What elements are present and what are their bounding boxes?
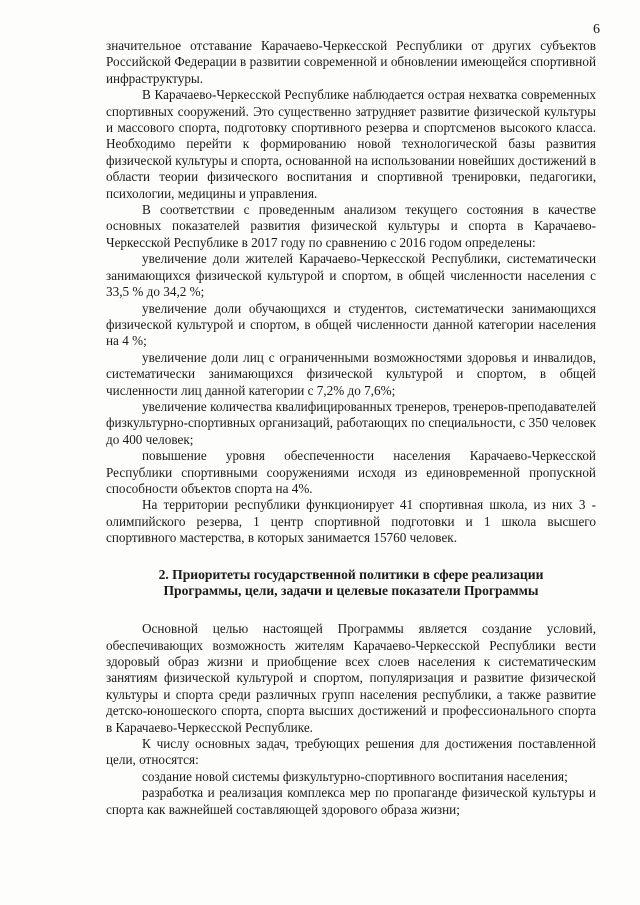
indicator-trainers-count: увеличение количества квалифицированных тренеров, тренеров-преподавателей физкультурно-спортивных организаций, работающих по специальности, с 350 человек до 400 человек; bbox=[106, 398, 596, 447]
document-body bbox=[106, 38, 596, 818]
paragraph-facilities-shortage: В Карачаево-Черкесской Республике наблюдается острая нехватка современных спортивных сооружений. Это существенно затрудняет развитие физической культуры и массового спорта, подготовку спортивного резерва и спортсменов высокого класса. Необходимо перейти к формированию новой технологической базы развития физической культуры и спорта, основанной на использовании новейших достижений в области теории физического воспитания и спортивной тренировки, педагогики, психологии, медицины и управления. bbox=[106, 87, 596, 201]
task-new-system: создание новой системы физкультурно-спортивного воспитания населения; bbox=[142, 768, 568, 784]
paragraph-infrastructure-gap: значительное отставание Карачаево-Черкесской Республики от других субъектов Российской Федерации в развитии современной и обновлении имеющейся спортивной инфраструктуры. bbox=[106, 38, 596, 86]
paragraph-sports-schools: На территории республики функционирует 41 спортивная школа, из них 3 - олимпийского резерва, 1 центр спортивной подготовки и 1 школа высшего спортивного мастерства, в которых занимается 15760 человек. bbox=[106, 497, 596, 546]
section-priorities bbox=[106, 621, 596, 818]
section-infrastructure bbox=[106, 38, 596, 547]
paragraph-indicators-intro: В соответствии с проведенным анализом текущего состояния в качестве основных показателей развития физической культуры и спорта в Карачаево-Черкесской Республике в 2017 году по сравнению с 2016 годом определены: bbox=[106, 202, 596, 250]
indicator-facilities-provision: повышение уровня обеспеченности населения Карачаево-Черкесской Республики спортивными сооружениями исходя из единовременной пропускной способности объектов спорта на 4%. bbox=[106, 448, 596, 496]
indicator-residents-share: увеличение доли жителей Карачаево-Черкесской Республики, систематически занимающихся физической культурой и спортом, в общей численности населения с 33,5 % до 34,2 %; bbox=[106, 251, 596, 300]
section-heading bbox=[106, 567, 596, 601]
task-promotion: разработка и реализация комплекса мер по пропаганде физической культуры и спорта как важнейшей составляющей здорового образа жизни; bbox=[106, 785, 596, 817]
paragraph-main-goal: Основной целью настоящей Программы является создание условий, обеспечивающих возможность жителям Карачаево-Черкесской Республики вести здоровый образ жизни и приобщение всех слоев населения к систематическим занятиям физической культурой и спортом, популяризация и развитие физической культуры и спорта среди различных групп населения республики, а также развитие детско-юношеского спорта, спорта высших достижений и профессионального спорта в Карачаево-Черкесской Республике. bbox=[106, 621, 596, 735]
page-number: 6 bbox=[593, 22, 600, 37]
section-heading-line-1: 2. Приоритеты государственной политики в сфере реализации bbox=[158, 566, 544, 582]
paragraph-tasks-intro: К числу основных задач, требующих решения для достижения поставленной цели, относятся: bbox=[106, 736, 596, 768]
indicator-disabled-share: увеличение доли лиц с ограниченными возможностями здоровья и инвалидов, систематически занимающихся физической культурой и спортом, в общей численности лиц данной категории с 7,2% до 7,6%; bbox=[106, 349, 596, 398]
indicator-students-share: увеличение доли обучающихся и студентов, систематически занимающихся физической культурой и спортом, в общей численности данной категории населения на 4 %; bbox=[106, 300, 596, 349]
section-heading-line-2: Программы, цели, задачи и целевые показатели Программы bbox=[163, 583, 539, 599]
